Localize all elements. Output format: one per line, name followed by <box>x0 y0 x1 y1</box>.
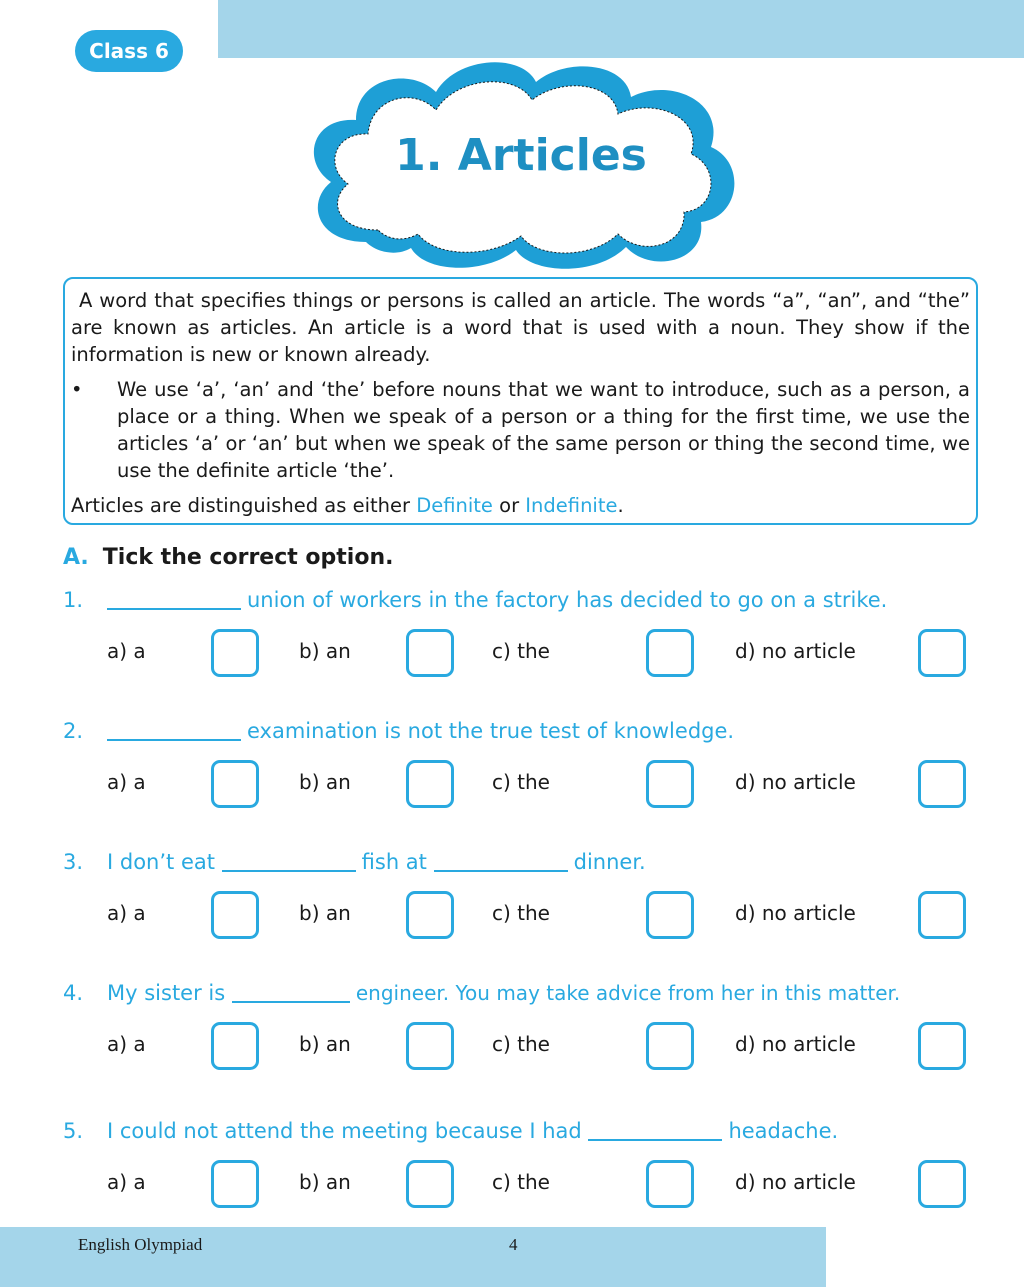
section-title: Tick the correct option. <box>102 545 394 570</box>
question-1 <box>63 585 983 685</box>
option-c-label: c) the <box>492 1170 550 1194</box>
option-c-label: c) the <box>492 770 550 794</box>
header-band <box>218 0 1024 58</box>
option-a-label: a) a <box>107 1032 146 1056</box>
bullet-symbol: • <box>71 378 83 401</box>
option-d-checkbox[interactable] <box>918 1022 966 1070</box>
question-5 <box>63 1116 983 1216</box>
option-row <box>63 1160 983 1216</box>
option-a-label: a) a <box>107 1170 146 1194</box>
question-after: engineer. You may take advice from her in this matter. <box>355 981 901 1005</box>
option-a-label: a) a <box>107 901 146 925</box>
answer-blank[interactable] <box>588 1121 722 1141</box>
question-number: 3. <box>63 850 84 874</box>
question-after: examination is not the true test of knowledge. <box>247 719 735 743</box>
option-c-checkbox[interactable] <box>646 1160 694 1208</box>
question-4 <box>63 978 983 1078</box>
question-middle: fish at <box>361 850 427 874</box>
option-c-label: c) the <box>492 639 550 663</box>
question-text <box>63 1116 983 1146</box>
class-badge: Class 6 <box>75 30 183 72</box>
bullet-text: We use ‘a’, ‘an’ and ‘the’ before nouns that we want to introduce, such as a person, a place or a thing. When we speak of a person or a thing for the first time, we use the articles ‘a’ or ‘an’ but when we speak of the same person or thing the second time, we use the definite article ‘the’. <box>117 378 970 482</box>
option-b-checkbox[interactable] <box>406 760 454 808</box>
option-c-label: c) the <box>492 901 550 925</box>
article-types-text <box>71 492 970 519</box>
option-row <box>63 760 983 816</box>
indefinite-term: Indefinite <box>525 494 618 517</box>
answer-blank[interactable] <box>232 983 350 1003</box>
option-b-checkbox[interactable] <box>406 1022 454 1070</box>
option-b-label: b) an <box>299 1032 351 1056</box>
answer-blank-1[interactable] <box>222 852 356 872</box>
option-a-label: a) a <box>107 770 146 794</box>
answer-blank-2[interactable] <box>434 852 568 872</box>
option-d-label: d) no article <box>735 1170 856 1194</box>
option-d-checkbox[interactable] <box>918 1160 966 1208</box>
option-a-checkbox[interactable] <box>211 760 259 808</box>
option-c-checkbox[interactable] <box>646 760 694 808</box>
option-b-checkbox[interactable] <box>406 629 454 677</box>
section-letter: A. <box>63 545 89 570</box>
footer-book-title: English Olympiad <box>78 1235 203 1254</box>
question-after: union of workers in the factory has decided to go on a strike. <box>247 588 888 612</box>
definition-text: A word that specifies things or persons is called an article. The words “a”, “an”, and “the” are known as articles. An article is a word that is used with a noun. They show if the information is new or known already. <box>71 289 970 366</box>
page-number: 4 <box>509 1235 518 1254</box>
option-c-checkbox[interactable] <box>646 629 694 677</box>
types-prefix: Articles are distinguished as either <box>71 494 417 517</box>
option-b-checkbox[interactable] <box>406 1160 454 1208</box>
period: . <box>617 494 624 517</box>
answer-blank[interactable] <box>107 721 241 741</box>
option-d-checkbox[interactable] <box>918 891 966 939</box>
question-number: 1. <box>63 588 84 612</box>
option-d-label: d) no article <box>735 901 856 925</box>
option-a-checkbox[interactable] <box>211 629 259 677</box>
question-text <box>63 585 983 615</box>
question-before: My sister is <box>107 981 226 1005</box>
option-b-checkbox[interactable] <box>406 891 454 939</box>
option-d-label: d) no article <box>735 639 856 663</box>
option-b-label: b) an <box>299 901 351 925</box>
question-number: 5. <box>63 1119 84 1143</box>
option-b-label: b) an <box>299 639 351 663</box>
question-text <box>63 978 983 1008</box>
option-a-label: a) a <box>107 639 146 663</box>
question-before: I could not attend the meeting because I had <box>107 1119 582 1143</box>
option-a-checkbox[interactable] <box>211 1022 259 1070</box>
option-b-label: b) an <box>299 1170 351 1194</box>
option-a-checkbox[interactable] <box>211 891 259 939</box>
definite-term: Definite <box>416 494 493 517</box>
option-c-checkbox[interactable] <box>646 891 694 939</box>
or-word: or <box>492 494 526 517</box>
question-after: dinner. <box>573 850 646 874</box>
option-row <box>63 629 983 685</box>
chapter-title: 1. Articles <box>395 130 647 181</box>
option-d-checkbox[interactable] <box>918 629 966 677</box>
question-text <box>63 716 983 746</box>
bullet-item <box>71 376 970 484</box>
section-heading <box>63 545 393 570</box>
question-after: headache. <box>728 1119 839 1143</box>
question-number: 2. <box>63 719 84 743</box>
question-number: 4. <box>63 981 84 1005</box>
option-d-label: d) no article <box>735 770 856 794</box>
question-3 <box>63 847 983 947</box>
question-2 <box>63 716 983 816</box>
definition-box <box>63 277 978 525</box>
answer-blank[interactable] <box>107 590 241 610</box>
option-row <box>63 1022 983 1078</box>
option-d-label: d) no article <box>735 1032 856 1056</box>
option-a-checkbox[interactable] <box>211 1160 259 1208</box>
option-c-checkbox[interactable] <box>646 1022 694 1070</box>
option-d-checkbox[interactable] <box>918 760 966 808</box>
option-b-label: b) an <box>299 770 351 794</box>
option-c-label: c) the <box>492 1032 550 1056</box>
option-row <box>63 891 983 947</box>
question-before: I don’t eat <box>107 850 215 874</box>
chapter-cloud <box>296 52 746 272</box>
question-text <box>63 847 983 877</box>
